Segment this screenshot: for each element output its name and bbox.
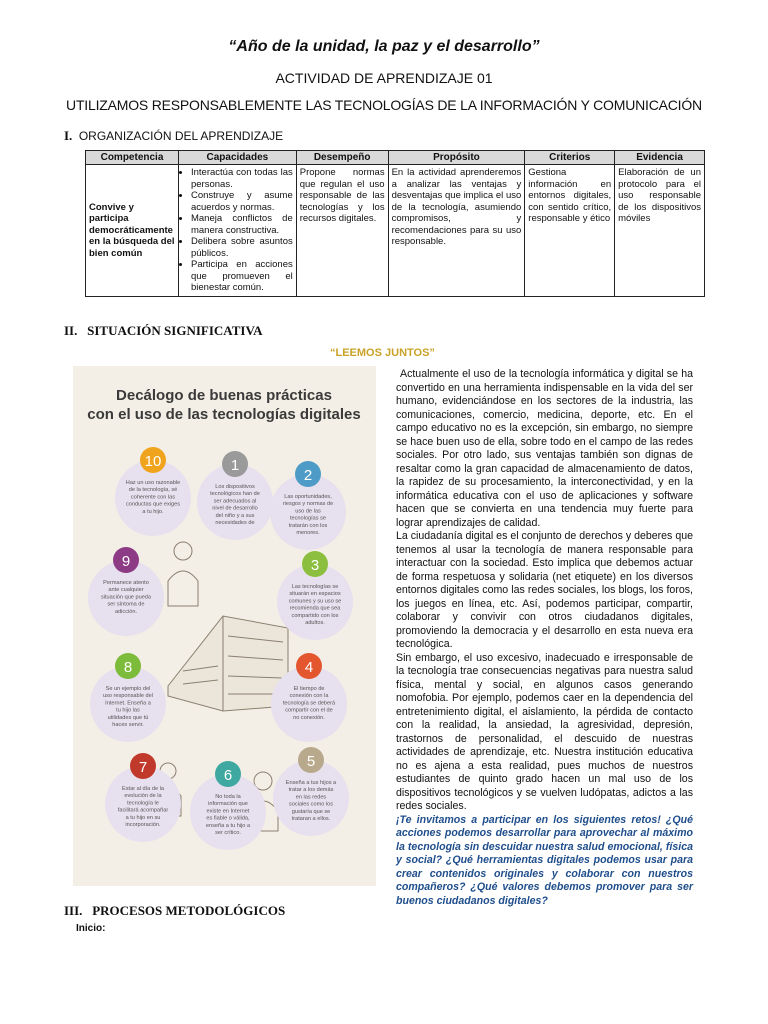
decalogue-item-8: [90, 653, 166, 742]
header-criterios: Criterios: [525, 151, 615, 165]
item-number: 3: [310, 557, 320, 574]
item-text-line: Se un ejemplo del: [105, 686, 151, 692]
list-item: • Interactúa con todas las personas.: [191, 167, 293, 190]
item-text-line: a tu hijo.: [142, 508, 164, 515]
item-number: 8: [123, 659, 133, 676]
paragraph-2: La ciudadanía digital es el conjunto de derechos y deberes que tenemos al usar la tecnología de manera responsable para interactuar con la sociedad. Esto implica que debemos actuar de forma respetuosa y solidaria (net etiquete) en los diversos entornos digitales como las redes sociales, los blogs, los foros, los juegos en línea, etc. Así, podemos participar, compartir, colaborar y convivir con otros ciudadanos digitales, promoviendo la democracia y el desarrollo en esta nueva era tecnológica.: [396, 530, 693, 650]
list-item: • Construye y asume acuerdos y normas.: [191, 190, 293, 213]
item-text-line: enseña a tu hijo a: [205, 822, 251, 829]
situation-text: [396, 368, 693, 908]
item-text-line: riesgos y normas de: [282, 501, 334, 508]
decalogue-item-10: [115, 447, 191, 536]
item-text-line: adicción.: [114, 608, 138, 615]
item-text-line: incorporación.: [125, 822, 161, 828]
item-text-line: nivel de desarrollo: [212, 505, 258, 512]
infographic-svg: [73, 366, 376, 886]
inicio-label: Inicio:: [76, 923, 106, 934]
table-row: [86, 165, 705, 297]
item-number: 2: [303, 467, 313, 484]
cell-desempeno: Propone normas que regulan el uso responsable de las tecnologías y los recursos digitales.: [296, 165, 388, 297]
item-text-line: Las tecnologías se: [291, 584, 339, 590]
paragraph-3: Sin embargo, el uso excesivo, inadecuado e irresponsable de la tecnología trae consecuencias negativas para nuestra salud física, mental y social, en algunos casos generando nomofobia. Por ejemplo, podemos caer en la dependencia del entretenimiento digital, el aislamiento, la pérdida de contacto con la realidad, la ansiedad, la agresividad, depresión, trastornos de personalidad, el descuido de nuestras actividades de aprendizaje, etc. Nuestra institución educativa no es ajena a esta realidad, pues muchos de nuestros estudiantes de quinto grado hacen un mal uso de los dispositivos tecnológicos y se vuelven ludópatas, adictos a las redes sociales.: [396, 651, 693, 812]
item-text-line: sociales como los: [288, 801, 334, 808]
item-text-line: Estar al día de la: [122, 786, 164, 792]
item-text-line: del niño y a sus: [215, 512, 255, 519]
activity-title: ACTIVIDAD DE APRENDIZAJE 01: [275, 70, 493, 86]
cell-evidencia: Elaboración de un protocolo para el uso responsable de los dispositivos móviles: [615, 165, 705, 297]
list-item: • Maneja conflictos de manera constructiva.: [191, 213, 293, 236]
item-text-line: conexión con la: [289, 693, 329, 700]
item-number: 10: [144, 453, 162, 470]
item-text-line: trataran a ellos.: [291, 816, 331, 822]
item-text-line: Los dispositivos: [215, 484, 255, 490]
item-text-line: comunes y su uso se: [288, 598, 342, 605]
item-text-line: uso responsable del: [102, 693, 154, 700]
item-text-line: es fiable o válida,: [206, 815, 250, 822]
item-text-line: no conexión.: [293, 714, 325, 721]
header-competencia: Competencia: [86, 151, 179, 165]
item-number: 5: [306, 753, 316, 770]
item-text-line: Las oportunidades,: [284, 494, 332, 500]
item-number: 9: [121, 553, 131, 570]
item-text-line: evolución de la: [124, 793, 162, 800]
item-number: 6: [223, 767, 233, 784]
item-text-line: tratarán con los: [288, 522, 328, 529]
item-text-line: situarán en espacios: [289, 591, 341, 598]
topic-title: UTILIZAMOS RESPONSABLEMENTE LAS TECNOLOGÍAS DE LA INFORMACIÓN Y COMUNICACIÓN: [66, 97, 702, 113]
item-text-line: Permanece atento: [103, 580, 149, 586]
organization-table: [85, 150, 705, 297]
section-1-heading: I. ORGANIZACIÓN DEL APRENDIZAJE: [64, 128, 284, 143]
item-text-line: tecnología se deberá: [282, 700, 336, 707]
section-2-heading: II. SITUACIÓN SIGNIFICATIVA: [64, 323, 263, 338]
building-illustration: [168, 616, 288, 711]
decalogue-item-3: [277, 551, 353, 640]
item-text-line: Enseña a tus hijos a: [285, 780, 337, 786]
item-text-line: Internet. Enseña a: [105, 700, 151, 707]
item-text-line: El tiempo de: [293, 686, 325, 692]
cell-criterios: Gestiona información en entornos digitales, con sentido crítico, responsable y ético: [525, 165, 615, 297]
item-text-line: compartido con los: [291, 612, 339, 619]
decalogue-item-9: [88, 547, 164, 636]
item-text-line: facilitará acompañar: [117, 807, 169, 814]
item-text-line: ser síntoma de: [107, 601, 145, 608]
item-text-line: a tu hijo en su: [125, 814, 161, 821]
item-text-line: tu hijo las: [116, 707, 140, 714]
infographic-decalogo: [73, 366, 376, 886]
item-text-line: Haz un uso razonable: [125, 480, 181, 486]
decalogue-item-2: [270, 461, 346, 550]
item-text-line: coherente con las: [130, 494, 176, 501]
decalogue-item-5: [273, 747, 349, 836]
item-text-line: uso de las: [295, 508, 321, 515]
list-item: • Delibera sobre asuntos públicos.: [191, 236, 293, 259]
item-number: 4: [304, 659, 314, 676]
list-item: • Participa en acciones que promueven el bienestar común.: [191, 259, 293, 294]
item-text-line: adultos.: [305, 620, 325, 626]
cell-proposito: En la actividad aprenderemos a analizar las ventajas y desventajas que implica el uso de la tecnología, asumiendo compromisos, y recomendaciones para su uso responsable.: [388, 165, 525, 297]
item-text-line: necesidades de: [215, 520, 255, 526]
item-text-line: de la tecnología, sé: [128, 487, 178, 494]
item-text-line: menores.: [296, 530, 320, 536]
item-text-line: información que: [208, 801, 248, 808]
cell-capacidades: [178, 165, 296, 297]
item-text-line: haces servir.: [112, 722, 144, 728]
item-text-line: compartir con el de: [285, 707, 333, 714]
item-text-line: gustaría que se: [291, 808, 331, 815]
infographic-title-line2: con el uso de las tecnologías digitales: [87, 406, 361, 423]
challenge-questions: ¡Te invitamos a participar en los siguientes retos! ¿Qué acciones podemos desarrollar para aprovechar al máximo la tecnología sin descuidar nuestra salud emocional, física y social? ¿Qué herramientas digitales podemos usar para crear contenidos originales y colaborar con nuestros compañeros? ¿Qué valores debemos promover para ser buenos ciudadanos digitales?: [396, 813, 693, 907]
item-number: 7: [138, 759, 148, 776]
header-capacidades: Capacidades: [178, 151, 296, 165]
item-text-line: existe en Internet: [206, 808, 250, 815]
decalogue-item-6: [190, 761, 266, 850]
header-proposito: Propósito: [388, 151, 525, 165]
item-number: 1: [230, 457, 240, 474]
infographic-title-line1: Decálogo de buenas prácticas: [116, 387, 332, 404]
item-text-line: conductas que exiges: [125, 501, 181, 508]
item-text-line: tecnológicos han de: [210, 491, 260, 498]
reading-subtitle: “LEEMOS JUNTOS”: [330, 347, 435, 359]
item-text-line: en las redes: [295, 794, 327, 801]
decalogue-item-7: [105, 753, 181, 842]
item-text-line: ser crítico.: [215, 830, 241, 836]
cell-competencia: Convive y participa democráticamente en la búsqueda del bien común: [86, 165, 179, 297]
item-text-line: No toda la: [215, 794, 241, 800]
item-text-line: tecnologías se: [289, 515, 327, 522]
item-text-line: tratar a los demás: [288, 787, 334, 794]
item-text-line: situación que pueda: [100, 594, 152, 601]
item-text-line: ante cualquier: [108, 587, 144, 594]
item-text-line: ser adecuados al: [213, 498, 257, 505]
year-title: “Año de la unidad, la paz y el desarrollo”: [228, 38, 540, 55]
header-evidencia: Evidencia: [615, 151, 705, 165]
decalogue-item-1: [197, 451, 273, 540]
item-text-line: tecnología le: [127, 800, 159, 807]
table-header-row: [86, 151, 705, 165]
section-3-heading: III. PROCESOS METODOLÓGICOS: [64, 903, 286, 918]
paragraph-1: Actualmente el uso de la tecnología informática y digital se ha convertido en una herramienta indispensable en la vida del ser humano, evidenciándose en los sectores de la industria, las comunicaciones, comercio, medicina, deporte, etc. En el campo educativo no es la excepción, sin embargo, no siempre se hace buen uso de ella, sobre todo en el campo de las redes sociales. Por otro lado, sus ventajas también son dignas de resaltar como la gran capacidad de almacenamiento de datos, la rapidez de su procesamiento, la interconectividad, y en la informática educativa con el uso de aplicaciones y software hacen que se convierta en una tendencia muy fuerte para lograr aprendizajes de calidad.: [396, 368, 693, 529]
item-text-line: utilidades que tú: [107, 714, 149, 721]
capacidades-list: [182, 167, 293, 294]
item-text-line: recomienda que sea: [289, 605, 341, 612]
header-desempeno: Desempeño: [296, 151, 388, 165]
